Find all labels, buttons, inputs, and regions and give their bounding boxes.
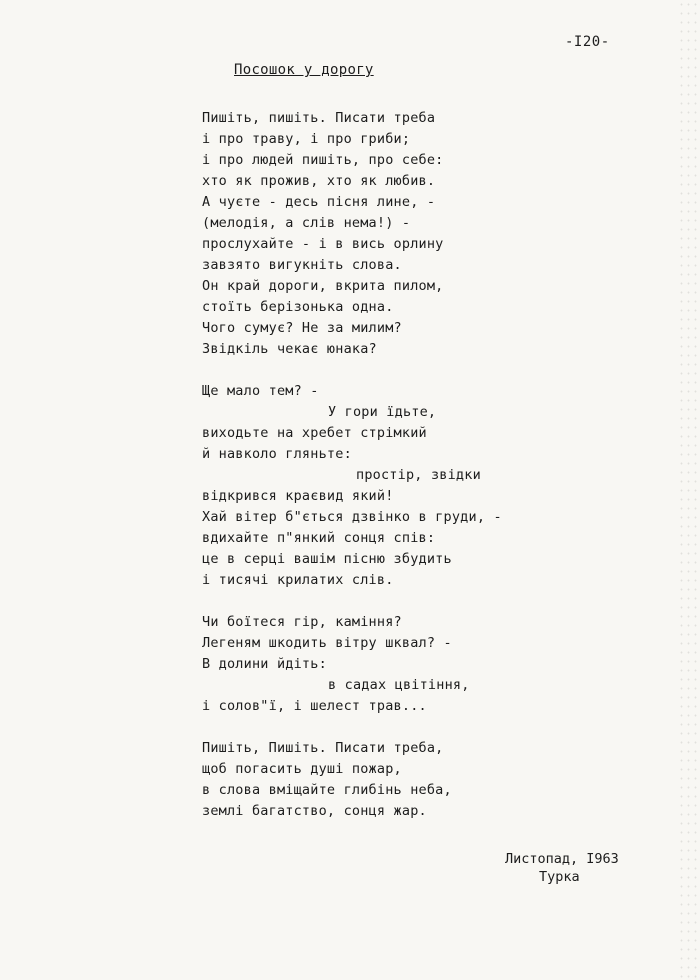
poem-line: прослухайте - і в вись орлину: [202, 236, 444, 252]
poem-line: стоїть берізонька одна.: [202, 299, 394, 315]
poem-line: і про людей пишіть, про себе:: [202, 152, 444, 168]
poem-line: і тисячі крилатих слів.: [202, 572, 394, 588]
poem-line: Ще мало тем? -: [202, 383, 319, 399]
poem-line: простір, звідки: [356, 467, 481, 483]
poem-line: і солов"ї, і шелест трав...: [202, 698, 427, 714]
poem-line: землі багатство, сонця жар.: [202, 803, 427, 819]
poem-line: в садах цвітіння,: [328, 677, 470, 693]
poem-line: щоб погасить душі пожар,: [202, 761, 402, 777]
poem-line: Чого сумує? Не за милим?: [202, 320, 402, 336]
signature-block: [505, 850, 619, 886]
poem-line: відкрився краєвид який!: [202, 488, 394, 504]
poem-line: Звідкіль чекає юнака?: [202, 341, 377, 357]
poem-line: Чи боїтеся гір, каміння?: [202, 614, 402, 630]
signature-date: Листопад, I963: [505, 851, 619, 867]
signature-place: Турка: [539, 869, 580, 885]
poem-line: В долини йдіть:: [202, 656, 327, 672]
poem-line: й навколо гляньте:: [202, 446, 352, 462]
poem-line: в слова вміщайте глибінь неба,: [202, 782, 452, 798]
poem-line: вдихайте п"янкий сонця спів:: [202, 530, 436, 546]
poem-body: [202, 108, 642, 822]
poem-line: (мелодія, а слів нема!) -: [202, 215, 411, 231]
poem-line: Легеням шкодить вітру шквал? -: [202, 635, 452, 651]
poem-line: і про траву, і про гриби;: [202, 131, 411, 147]
poem-line: А чуєте - десь пісня лине, -: [202, 194, 436, 210]
poem-title: Посошок у дорогу: [234, 62, 374, 78]
poem-line: Хай вітер б"ється дзвінко в груди, -: [202, 509, 502, 525]
stanza-break: [202, 717, 642, 738]
poem-line: завзято вигукніть слова.: [202, 257, 402, 273]
page-number: -I20-: [565, 34, 610, 50]
poem-line: Пишіть, пишіть. Писати треба: [202, 110, 436, 126]
poem-line: Пишіть, Пишіть. Писати треба,: [202, 740, 444, 756]
poem-line: Он край дороги, вкрита пилом,: [202, 278, 444, 294]
poem-line: У гори їдьте,: [328, 404, 437, 420]
stanza-break: [202, 591, 642, 612]
stanza-break: [202, 360, 642, 381]
poem-line: виходьте на хребет стрімкий: [202, 425, 427, 441]
poem-line: хто як прожив, хто як любив.: [202, 173, 436, 189]
poem-line: це в серці вашім пісню збудить: [202, 551, 452, 567]
page-edge-texture: [678, 0, 700, 980]
